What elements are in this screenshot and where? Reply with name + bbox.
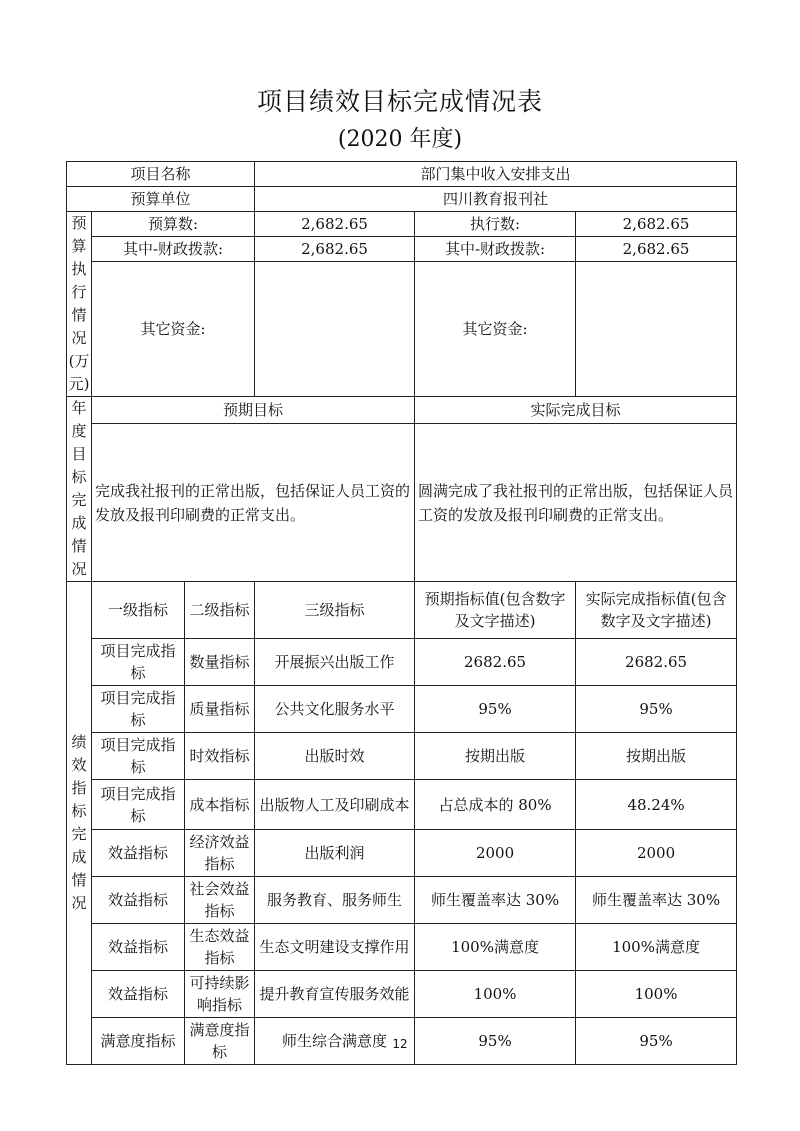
indicator-header-row	[67, 582, 737, 639]
level1-cell: 效益指标	[92, 971, 185, 1018]
planned-value-cell: 2682.65	[415, 639, 576, 686]
level1-cell: 效益指标	[92, 877, 185, 924]
actual-value-cell: 48.24%	[576, 780, 737, 830]
table-row	[67, 686, 737, 733]
level2-cell: 数量指标	[185, 639, 255, 686]
level1-cell: 满意度指标	[92, 1018, 185, 1065]
budget-unit-label: 预算单位	[67, 187, 255, 212]
fiscal-budget-value: 2,682.65	[255, 237, 415, 262]
level1-cell: 项目完成指标	[92, 686, 185, 733]
level3-cell: 出版物人工及印刷成本	[255, 780, 415, 830]
performance-section-label: 绩效指标完成情况	[67, 582, 92, 1065]
exec-label: 执行数:	[415, 212, 576, 237]
level2-cell: 质量指标	[185, 686, 255, 733]
exec-value: 2,682.65	[576, 212, 737, 237]
header-planned-value: 预期指标值(包含数字及文字描述)	[415, 582, 576, 639]
level3-cell: 公共文化服务水平	[255, 686, 415, 733]
performance-table	[66, 161, 737, 1065]
other-funds-exec-label: 其它资金:	[415, 262, 576, 397]
budget-label: 预算数:	[92, 212, 255, 237]
actual-value-cell: 100%满意度	[576, 924, 737, 971]
other-funds-row	[67, 262, 737, 335]
planned-value-cell: 95%	[415, 1018, 576, 1065]
header-level2: 二级指标	[185, 582, 255, 639]
table-row	[67, 733, 737, 780]
level2-cell: 成本指标	[185, 780, 255, 830]
table-row	[67, 924, 737, 971]
table-row	[67, 639, 737, 686]
planned-value-cell: 师生覆盖率达 30%	[415, 877, 576, 924]
fiscal-exec-label: 其中-财政拨款:	[415, 237, 576, 262]
planned-value-cell: 95%	[415, 686, 576, 733]
planned-value-cell: 占总成本的 80%	[415, 780, 576, 830]
page-subtitle: (2020 年度)	[337, 127, 463, 152]
planned-value-cell: 100%满意度	[415, 924, 576, 971]
budget-section-label: 预算执行情况(万元)	[67, 212, 92, 397]
level3-cell: 开展振兴出版工作	[255, 639, 415, 686]
budget-amount-row	[67, 212, 737, 237]
level1-cell: 项目完成指标	[92, 780, 185, 830]
fiscal-exec-value: 2,682.65	[576, 237, 737, 262]
table-row	[67, 830, 737, 877]
actual-goal-header: 实际完成目标	[415, 397, 737, 424]
planned-goal-header: 预期目标	[92, 397, 415, 424]
level1-cell: 效益指标	[92, 924, 185, 971]
header-level1: 一级指标	[92, 582, 185, 639]
other-funds-label: 其它资金:	[92, 262, 255, 397]
table-row	[67, 780, 737, 830]
actual-value-cell: 2000	[576, 830, 737, 877]
actual-value-cell: 2682.65	[576, 639, 737, 686]
actual-value-cell: 100%	[576, 971, 737, 1018]
page-title: 项目绩效目标完成情况表	[256, 87, 543, 116]
level1-cell: 项目完成指标	[92, 639, 185, 686]
project-name-value: 部门集中收入安排支出	[255, 162, 737, 187]
fiscal-budget-label: 其中-财政拨款:	[92, 237, 255, 262]
annual-goal-section-label: 年度目标完成情况	[67, 397, 92, 582]
other-funds-budget-value	[255, 262, 415, 397]
actual-value-cell: 95%	[576, 1018, 737, 1065]
header-level3: 三级指标	[255, 582, 415, 639]
header-actual-value: 实际完成指标值(包含数字及文字描述)	[576, 582, 737, 639]
level2-cell: 满意度指标	[185, 1018, 255, 1065]
budget-unit-row	[67, 187, 737, 212]
planned-goal-text: 完成我社报刊的正常出版，包括保证人员工资的发放及报刊印刷费的正常支出。	[92, 424, 415, 582]
level1-cell: 项目完成指标	[92, 733, 185, 780]
actual-value-cell: 师生覆盖率达 30%	[576, 877, 737, 924]
fiscal-row	[67, 237, 737, 262]
annual-goal-header-row	[67, 397, 737, 424]
planned-value-cell: 100%	[415, 971, 576, 1018]
level2-cell: 可持续影响指标	[185, 971, 255, 1018]
page-number: 12	[392, 1037, 408, 1051]
actual-value-cell: 95%	[576, 686, 737, 733]
level3-cell: 师生综合满意度	[255, 1018, 415, 1065]
project-name-row	[67, 162, 737, 187]
other-funds-exec-value	[576, 262, 737, 397]
level3-cell: 出版利润	[255, 830, 415, 877]
table-row	[67, 971, 737, 1018]
level2-cell: 生态效益指标	[185, 924, 255, 971]
budget-value: 2,682.65	[255, 212, 415, 237]
level3-cell: 生态文明建设支撑作用	[255, 924, 415, 971]
actual-goal-text: 圆满完成了我社报刊的正常出版，包括保证人员工资的发放及报刊印刷费的正常支出。	[415, 424, 737, 582]
project-name-label: 项目名称	[67, 162, 255, 187]
annual-goal-text-row	[67, 424, 737, 582]
actual-value-cell: 按期出版	[576, 733, 737, 780]
level3-cell: 服务教育、服务师生	[255, 877, 415, 924]
level1-cell: 效益指标	[92, 830, 185, 877]
level3-cell: 出版时效	[255, 733, 415, 780]
level2-cell: 时效指标	[185, 733, 255, 780]
planned-value-cell: 2000	[415, 830, 576, 877]
level2-cell: 经济效益指标	[185, 830, 255, 877]
table-row	[67, 877, 737, 924]
planned-value-cell: 按期出版	[415, 733, 576, 780]
budget-unit-value: 四川教育报刊社	[255, 187, 737, 212]
level3-cell: 提升教育宣传服务效能	[255, 971, 415, 1018]
level2-cell: 社会效益指标	[185, 877, 255, 924]
